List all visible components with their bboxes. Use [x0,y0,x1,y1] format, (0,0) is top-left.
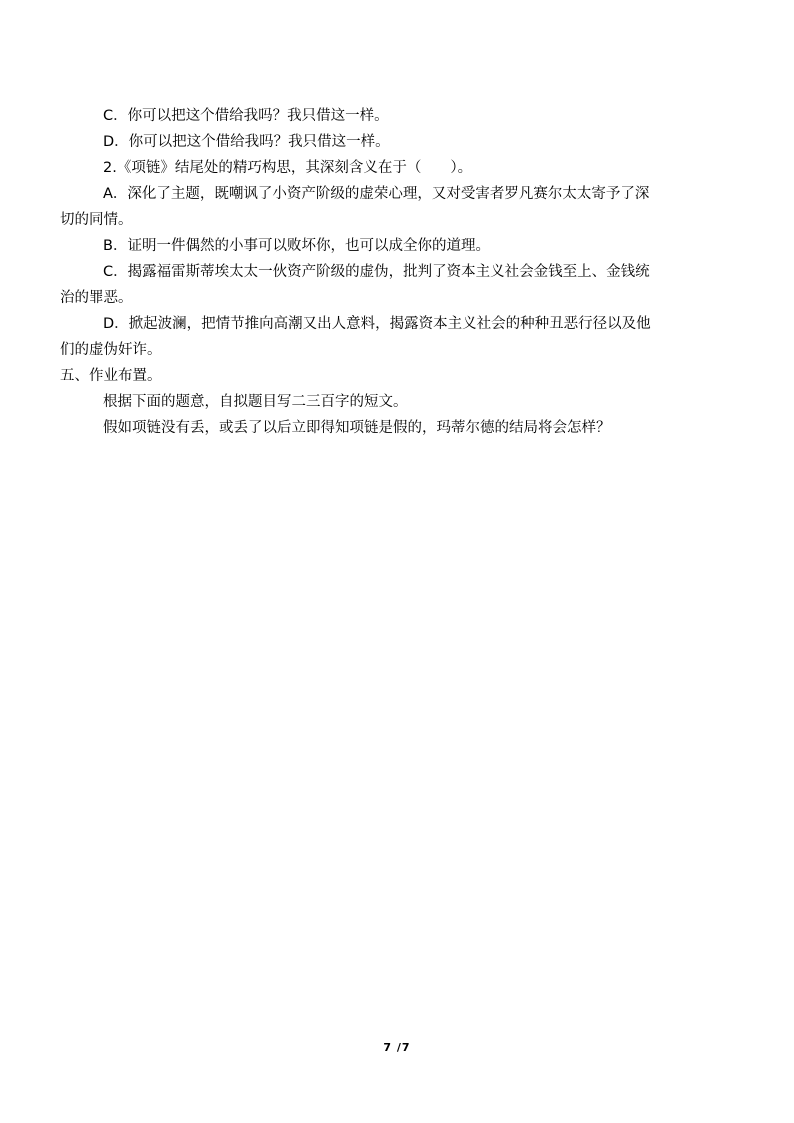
option-d-continued: 们的虚伪奸诈。 [60,342,162,358]
homework-instruction: 根据下面的题意，自拟题目写二三百字的短文。 [103,394,408,410]
option-a-continued: 切的同情。 [60,212,133,228]
option-c-continued: 治的罪恶。 [60,290,133,306]
option-c-prev-question: C．你可以把这个借给我吗？我只借这一样。 [103,108,389,124]
option-a: A．深化了主题，既嘲讽了小资产阶级的虚荣心理，又对受害者罗凡赛尔太太寄予了深 [103,186,650,202]
homework-prompt: 假如项链没有丢，或丢了以后立即得知项链是假的，玛蒂尔德的结局将会怎样？ [103,420,611,436]
section-heading-homework: 五、作业布置。 [60,368,162,384]
page-number: 7 /7 [383,1041,411,1054]
option-d: D．掀起波澜，把情节推向高潮又出人意料，揭露资本主义社会的种种丑恶行径以及他 [103,316,651,332]
question-2: 2.《项链》结尾处的精巧构思，其深刻含义在于（ ）。 [103,160,473,176]
option-c: C．揭露福雷斯蒂埃太太一伙资产阶级的虚伪，批判了资本主义社会金钱至上、金钱统 [103,264,650,280]
option-b: B．证明一件偶然的小事可以败坏你，也可以成全你的道理。 [103,238,490,254]
option-d-prev-question: D．你可以把这个借给我吗？我只借这一样。 [103,134,390,150]
document-body [60,103,724,441]
